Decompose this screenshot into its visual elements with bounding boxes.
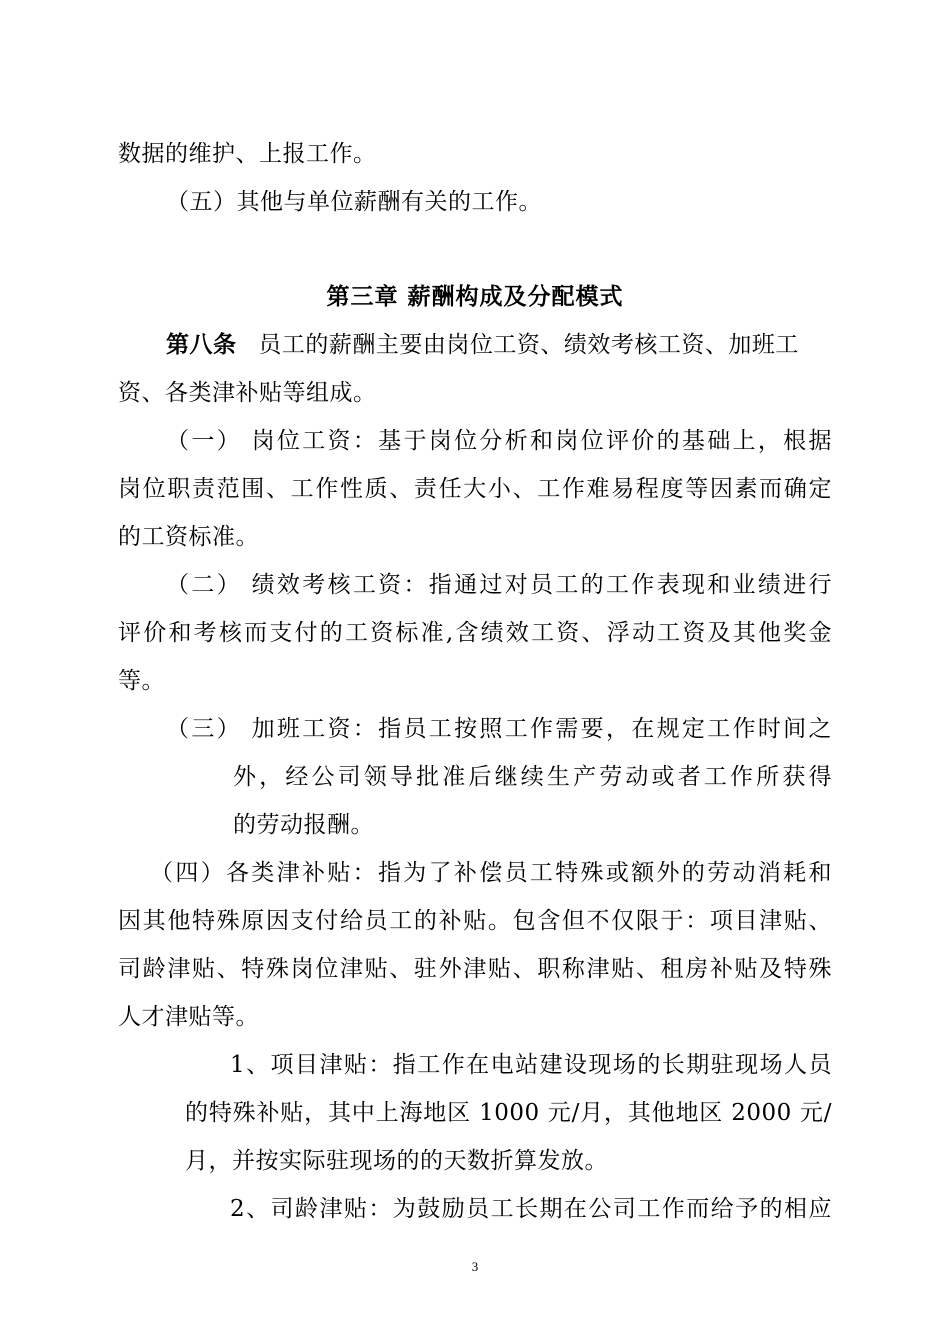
text-line: 因其他特殊原因支付给员工的补贴。包含但不仅限于：项目津贴、: [118, 908, 832, 934]
article-heading-line: [166, 330, 832, 360]
text-line: 数据的维护、上报工作。: [118, 141, 377, 167]
text-line: 的特殊补贴，其中上海地区 1000 元/月，其他地区 2000 元/: [185, 1100, 832, 1126]
article-text: 员工的薪酬主要由岗位工资、绩效考核工资、加班工: [258, 332, 799, 358]
text-line: 资、各类津补贴等组成。: [118, 380, 377, 406]
text-line: （二） 绩效考核工资：指通过对员工的工作表现和业绩进行: [166, 572, 832, 598]
text-line: （五）其他与单位薪酬有关的工作。: [166, 189, 542, 215]
text-line: 2、司龄津贴：为鼓励员工长期在公司工作而给予的相应: [230, 1196, 832, 1222]
text-line: 外，经公司领导批准后继续生产劳动或者工作所获得: [233, 764, 832, 790]
text-line: 司龄津贴、特殊岗位津贴、驻外津贴、职称津贴、租房补贴及特殊: [118, 956, 832, 982]
text-line: 的劳动报酬。: [233, 812, 374, 838]
text-line: （三） 加班工资：指员工按照工作需要，在规定工作时间之: [166, 716, 832, 742]
text-line: 月，并按实际驻现场的的天数折算发放。: [185, 1148, 608, 1174]
text-line: 1、项目津贴：指工作在电站建设现场的长期驻现场人员: [230, 1052, 832, 1078]
chapter-title: 第三章 薪酬构成及分配模式: [326, 283, 624, 310]
text-line: 岗位职责范围、工作性质、责任大小、工作难易程度等因素而确定: [118, 476, 832, 502]
text-line: 的工资标准。: [118, 524, 259, 550]
text-line: 等。: [118, 668, 165, 694]
text-line: 评价和考核而支付的工资标准,含绩效工资、浮动工资及其他奖金: [118, 620, 832, 646]
text-line: 人才津贴等。: [118, 1004, 259, 1030]
text-line: （四）各类津补贴：指为了补偿员工特殊或额外的劳动消耗和: [150, 860, 832, 886]
text-line: （一） 岗位工资：基于岗位分析和岗位评价的基础上，根据: [166, 428, 832, 454]
article-label: 第八条: [166, 331, 237, 358]
page-number: 3: [471, 1259, 479, 1274]
